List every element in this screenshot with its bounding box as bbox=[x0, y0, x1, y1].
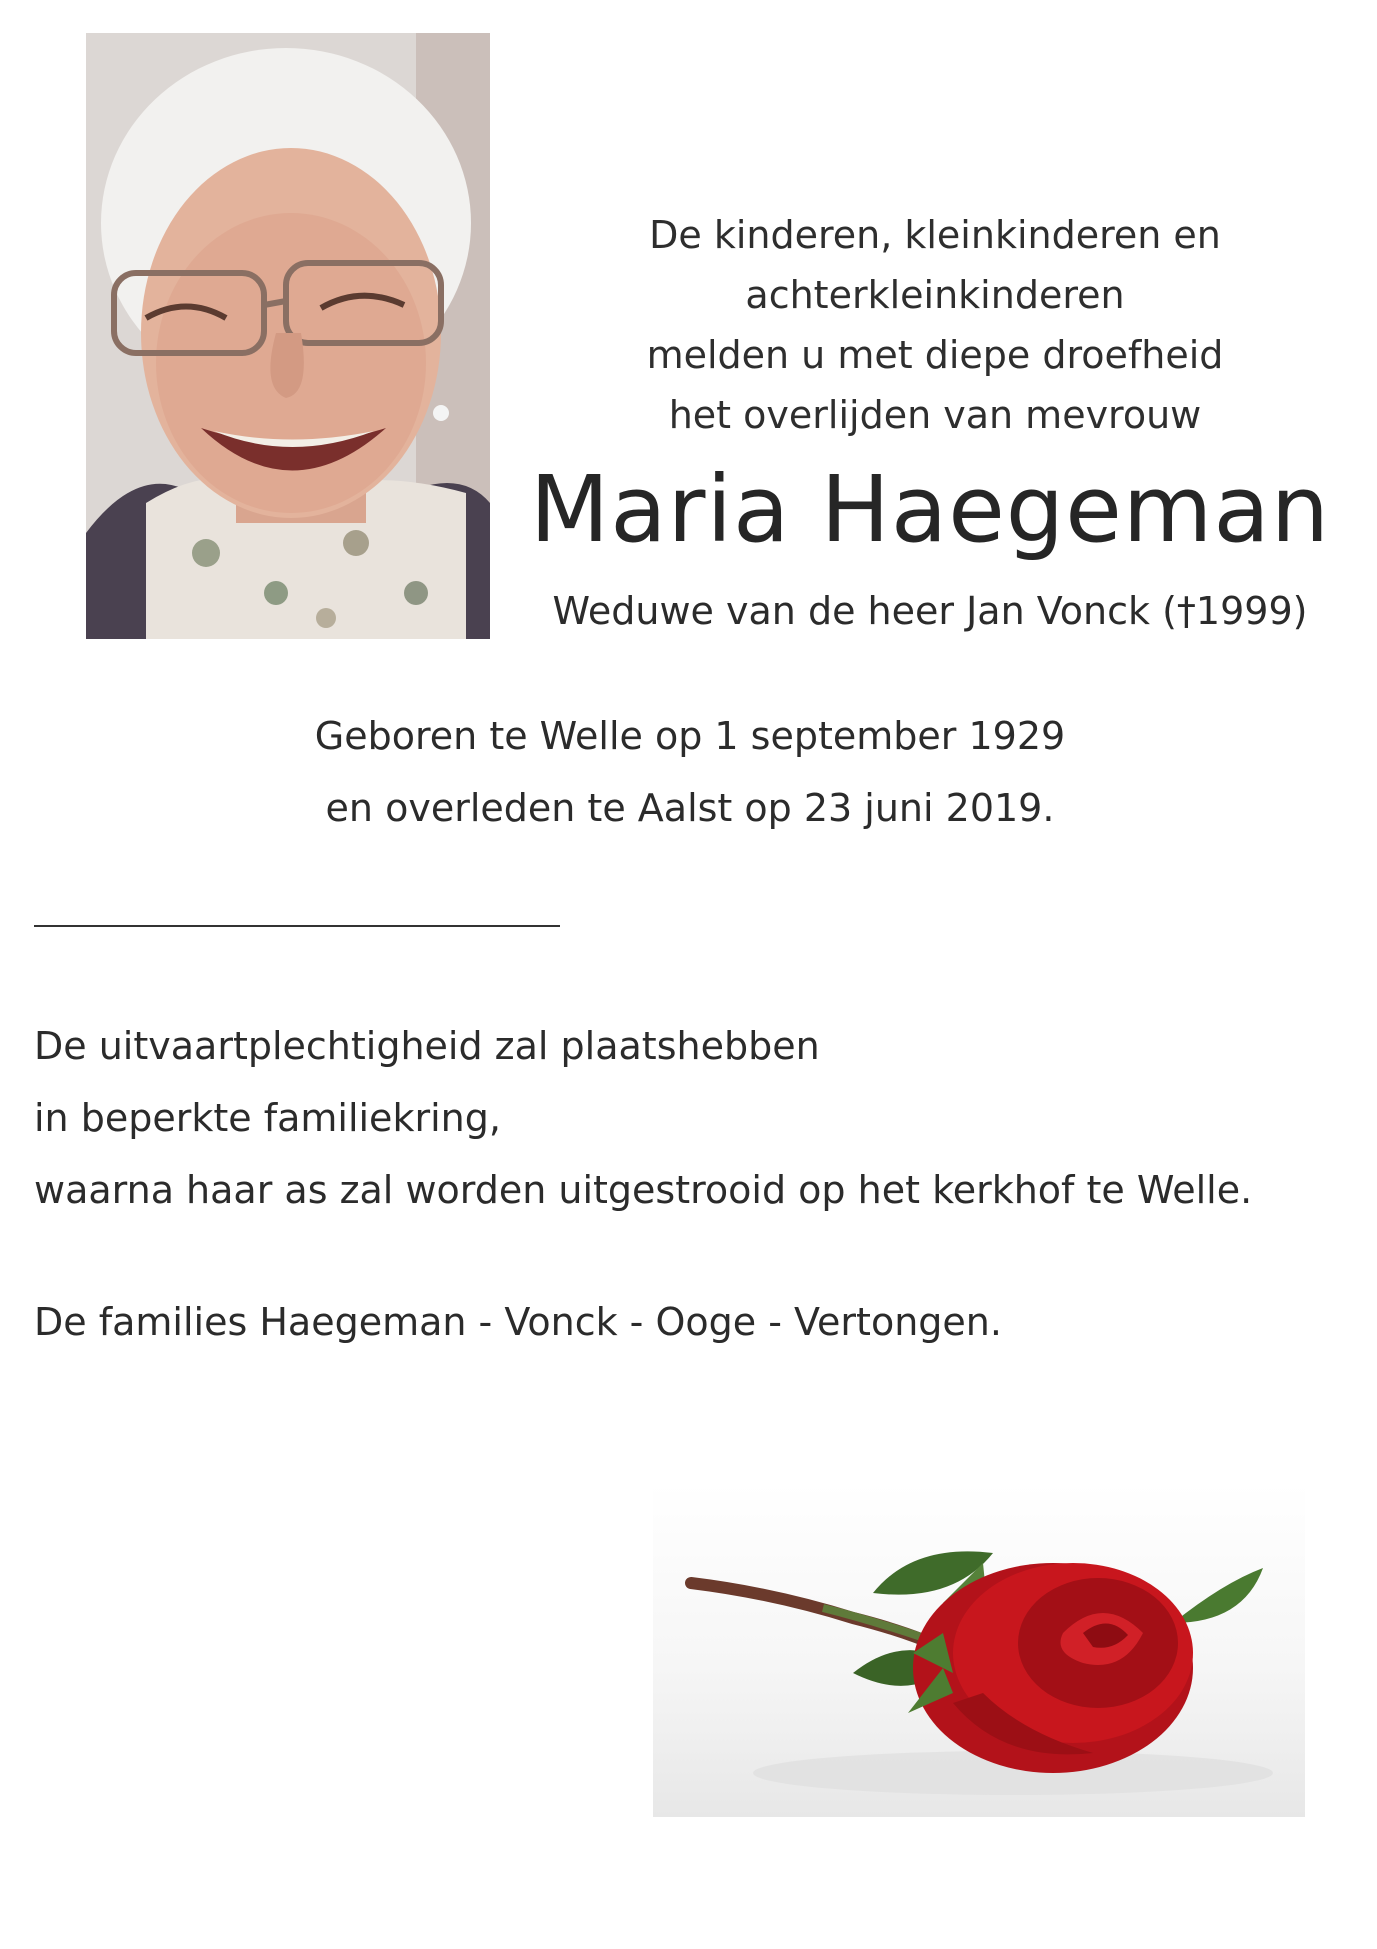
death-line: en overleden te Aalst op 23 juni 2019. bbox=[325, 786, 1055, 830]
life-dates bbox=[180, 700, 1200, 844]
intro-text bbox=[560, 205, 1310, 445]
portrait-illustration bbox=[86, 33, 490, 639]
deceased-name: Maria Haegeman bbox=[529, 456, 1331, 563]
ceremony-line: in beperkte familiekring, bbox=[34, 1096, 501, 1140]
ceremony-text bbox=[34, 1010, 1334, 1226]
rose-illustration bbox=[653, 1483, 1305, 1817]
families-line: De families Haegeman - Vonck - Ooge - Vertongen. bbox=[34, 1300, 1002, 1344]
divider-line bbox=[34, 925, 560, 927]
ceremony-line: waarna haar as zal worden uitgestrooid op het kerkhof te Welle. bbox=[34, 1168, 1253, 1212]
intro-line: De kinderen, kleinkinderen en bbox=[649, 213, 1221, 257]
intro-line: melden u met diepe droefheid bbox=[646, 333, 1224, 377]
intro-line: het overlijden van mevrouw bbox=[668, 393, 1202, 437]
portrait-photo bbox=[86, 33, 490, 639]
rose-photo bbox=[653, 1483, 1305, 1817]
birth-line: Geboren te Welle op 1 september 1929 bbox=[314, 714, 1066, 758]
intro-line: achterkleinkinderen bbox=[745, 273, 1125, 317]
ceremony-line: De uitvaartplechtigheid zal plaatshebben bbox=[34, 1024, 820, 1068]
widow-line: Weduwe van de heer Jan Vonck (†1999) bbox=[552, 589, 1308, 633]
